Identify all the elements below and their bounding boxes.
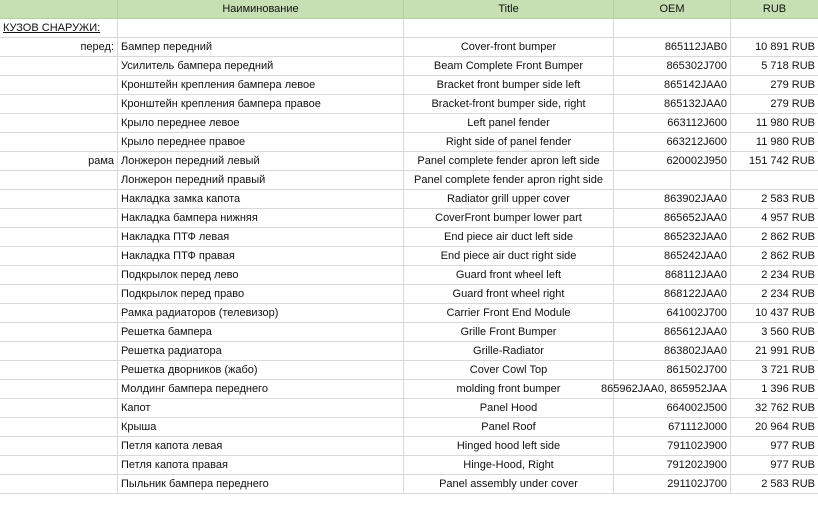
table-row xyxy=(0,171,818,190)
oem-cell[interactable]: 641002J700 xyxy=(614,304,731,323)
rub-cell[interactable]: 2 234 RUB xyxy=(731,285,818,304)
section-row xyxy=(0,19,818,38)
group-cell[interactable] xyxy=(0,228,118,247)
table-row xyxy=(0,114,818,133)
name-ru-cell[interactable]: Накладка ПТФ левая xyxy=(118,228,404,247)
group-cell[interactable] xyxy=(0,361,118,380)
name-ru-cell[interactable]: Молдинг бампера переднего xyxy=(118,380,404,399)
table-row xyxy=(0,247,818,266)
name-ru-cell[interactable]: Рамка радиаторов (телевизор) xyxy=(118,304,404,323)
group-cell[interactable]: перед: xyxy=(0,38,118,57)
table-row xyxy=(0,190,818,209)
title-cell[interactable]: Right side of panel fender xyxy=(404,133,614,152)
rub-cell[interactable]: 21 991 RUB xyxy=(731,342,818,361)
rub-cell[interactable]: 10 437 RUB xyxy=(731,304,818,323)
group-cell[interactable] xyxy=(0,456,118,475)
oem-cell[interactable]: 663212J600 xyxy=(614,133,731,152)
name-ru-cell[interactable]: Решетка радиатора xyxy=(118,342,404,361)
title-cell[interactable]: Panel assembly under cover xyxy=(404,475,614,494)
title-cell[interactable]: Panel complete fender apron right side xyxy=(404,171,614,190)
header-cell-rub[interactable]: RUB xyxy=(731,0,818,19)
oem-cell[interactable]: 865242JAA0 xyxy=(614,247,731,266)
name-ru-cell[interactable]: Бампер передний xyxy=(118,38,404,57)
rub-cell[interactable]: 279 RUB xyxy=(731,95,818,114)
oem-cell[interactable]: 861502J700 xyxy=(614,361,731,380)
name-ru-cell[interactable]: Крыло переднее левое xyxy=(118,114,404,133)
rub-cell[interactable]: 3 560 RUB xyxy=(731,323,818,342)
title-cell[interactable]: CoverFront bumper lower part xyxy=(404,209,614,228)
table-row xyxy=(0,228,818,247)
rub-cell[interactable]: 2 862 RUB xyxy=(731,247,818,266)
table-row xyxy=(0,57,818,76)
table-row xyxy=(0,380,818,399)
group-cell[interactable] xyxy=(0,190,118,209)
name-ru-cell[interactable]: Подкрылок перед право xyxy=(118,285,404,304)
oem-cell[interactable]: 865232JAA0 xyxy=(614,228,731,247)
title-cell[interactable]: Radiator grill upper cover xyxy=(404,190,614,209)
name-ru-cell[interactable]: Накладка замка капота xyxy=(118,190,404,209)
name-ru-cell[interactable]: Крыша xyxy=(118,418,404,437)
group-cell[interactable] xyxy=(0,266,118,285)
rub-cell[interactable] xyxy=(731,171,818,190)
table-row xyxy=(0,456,818,475)
name-ru-cell[interactable]: Лонжерон передний правый xyxy=(118,171,404,190)
table-row xyxy=(0,266,818,285)
oem-cell[interactable]: 865132JAA0 xyxy=(614,95,731,114)
title-cell[interactable]: Cover-front bumper xyxy=(404,38,614,57)
name-ru-cell[interactable]: Крыло переднее правое xyxy=(118,133,404,152)
group-cell[interactable] xyxy=(0,342,118,361)
group-cell[interactable] xyxy=(0,95,118,114)
oem-cell[interactable]: 865302J700 xyxy=(614,57,731,76)
header-cell-title[interactable]: Title xyxy=(404,0,614,19)
name-ru-cell[interactable]: Усилитель бампера передний xyxy=(118,57,404,76)
name-ru-cell[interactable]: Кронштейн крепления бампера левое xyxy=(118,76,404,95)
group-cell[interactable] xyxy=(0,76,118,95)
rub-cell[interactable]: 3 721 RUB xyxy=(731,361,818,380)
title-cell[interactable]: Left panel fender xyxy=(404,114,614,133)
table-row xyxy=(0,285,818,304)
rub-cell[interactable]: 32 762 RUB xyxy=(731,399,818,418)
title-cell[interactable]: Cover Cowl Top xyxy=(404,361,614,380)
oem-cell[interactable]: 664002J500 xyxy=(614,399,731,418)
name-ru-cell[interactable]: Накладка бампера нижняя xyxy=(118,209,404,228)
rub-cell[interactable]: 2 583 RUB xyxy=(731,475,818,494)
rub-cell[interactable]: 977 RUB xyxy=(731,456,818,475)
group-cell[interactable] xyxy=(0,133,118,152)
name-ru-cell[interactable]: Капот xyxy=(118,399,404,418)
group-cell[interactable] xyxy=(0,171,118,190)
header-cell-oem[interactable]: OEM xyxy=(614,0,731,19)
name-ru-cell[interactable]: Решетка дворников (жабо) xyxy=(118,361,404,380)
group-cell[interactable] xyxy=(0,399,118,418)
oem-cell[interactable]: 868122JAA0 xyxy=(614,285,731,304)
name-ru-cell[interactable]: Кронштейн крепления бампера правое xyxy=(118,95,404,114)
title-cell[interactable]: Guard front wheel right xyxy=(404,285,614,304)
section-title-cell[interactable]: КУЗОВ СНАРУЖИ: xyxy=(0,19,118,38)
title-cell[interactable]: Grille-Radiator xyxy=(404,342,614,361)
rub-cell[interactable]: 151 742 RUB xyxy=(731,152,818,171)
name-ru-cell[interactable]: Лонжерон передний левый xyxy=(118,152,404,171)
table-row xyxy=(0,304,818,323)
oem-cell[interactable]: 791202J900 xyxy=(614,456,731,475)
header-cell-group[interactable] xyxy=(0,0,118,19)
rub-cell[interactable]: 20 964 RUB xyxy=(731,418,818,437)
table-row xyxy=(0,323,818,342)
rub-cell[interactable]: 1 396 RUB xyxy=(731,380,818,399)
rub-cell[interactable]: 2 862 RUB xyxy=(731,228,818,247)
title-cell[interactable]: Guard front wheel left xyxy=(404,266,614,285)
group-cell[interactable] xyxy=(0,57,118,76)
name-ru-cell[interactable]: Подкрылок перед лево xyxy=(118,266,404,285)
table-row xyxy=(0,418,818,437)
title-cell[interactable]: molding front bumper xyxy=(404,380,614,399)
rub-cell[interactable]: 2 234 RUB xyxy=(731,266,818,285)
title-cell[interactable]: Panel Roof xyxy=(404,418,614,437)
group-cell[interactable] xyxy=(0,323,118,342)
rub-cell[interactable]: 977 RUB xyxy=(731,437,818,456)
title-cell[interactable]: Panel Hood xyxy=(404,399,614,418)
oem-cell[interactable]: 791102J900 xyxy=(614,437,731,456)
table-row xyxy=(0,342,818,361)
name-ru-cell[interactable]: Петля капота правая xyxy=(118,456,404,475)
group-cell[interactable] xyxy=(0,380,118,399)
group-cell[interactable] xyxy=(0,114,118,133)
oem-cell[interactable]: 620002J950 xyxy=(614,152,731,171)
name-ru-cell[interactable]: Решетка бампера xyxy=(118,323,404,342)
oem-cell[interactable] xyxy=(601,380,731,399)
table-row xyxy=(0,475,818,494)
rub-cell[interactable]: 11 980 RUB xyxy=(731,133,818,152)
oem-cell[interactable]: 868112JAA0 xyxy=(614,266,731,285)
title-cell[interactable]: Grille Front Bumper xyxy=(404,323,614,342)
group-cell[interactable] xyxy=(0,418,118,437)
oem-cell[interactable]: 663112J600 xyxy=(614,114,731,133)
name-ru-cell[interactable]: Накладка ПТФ правая xyxy=(118,247,404,266)
oem-cell[interactable]: 863902JAA0 xyxy=(614,190,731,209)
table-row xyxy=(0,437,818,456)
oem-cell[interactable]: 865112JAB0 xyxy=(614,38,731,57)
oem-cell[interactable] xyxy=(614,171,731,190)
group-cell[interactable] xyxy=(0,285,118,304)
empty-cell[interactable] xyxy=(731,19,818,38)
group-cell[interactable] xyxy=(0,304,118,323)
group-cell[interactable] xyxy=(0,437,118,456)
table-row xyxy=(0,152,818,171)
title-cell[interactable]: Beam Complete Front Bumper xyxy=(404,57,614,76)
title-cell[interactable]: Hinged hood left side xyxy=(404,437,614,456)
rub-cell[interactable]: 2 583 RUB xyxy=(731,190,818,209)
empty-cell[interactable] xyxy=(118,19,404,38)
oem-text: 865962JAA0, 865952JAA xyxy=(601,383,727,395)
header-row xyxy=(0,0,818,19)
table-row xyxy=(0,361,818,380)
rub-cell[interactable]: 10 891 RUB xyxy=(731,38,818,57)
name-ru-cell[interactable]: Пыльник бампера переднего xyxy=(118,475,404,494)
rub-cell[interactable]: 279 RUB xyxy=(731,76,818,95)
rub-cell[interactable]: 11 980 RUB xyxy=(731,114,818,133)
header-cell-name-ru[interactable]: Наиминование xyxy=(118,0,404,19)
title-cell[interactable]: End piece air duct right side xyxy=(404,247,614,266)
name-ru-cell[interactable]: Петля капота левая xyxy=(118,437,404,456)
title-cell[interactable]: Carrier Front End Module xyxy=(404,304,614,323)
empty-cell[interactable] xyxy=(404,19,614,38)
oem-cell[interactable]: 865652JAA0 xyxy=(614,209,731,228)
oem-cell[interactable]: 865142JAA0 xyxy=(614,76,731,95)
rub-cell[interactable]: 4 957 RUB xyxy=(731,209,818,228)
table-row xyxy=(0,38,818,57)
table-row xyxy=(0,209,818,228)
oem-cell[interactable]: 865612JAA0 xyxy=(614,323,731,342)
table-row xyxy=(0,133,818,152)
title-cell[interactable]: Panel complete fender apron left side xyxy=(404,152,614,171)
title-cell[interactable]: Hinge-Hood, Right xyxy=(404,456,614,475)
oem-cell[interactable]: 291102J700 xyxy=(614,475,731,494)
table-row xyxy=(0,399,818,418)
table-row xyxy=(0,95,818,114)
title-cell[interactable]: Bracket-front bumper side, right xyxy=(404,95,614,114)
empty-cell[interactable] xyxy=(614,19,731,38)
group-cell[interactable] xyxy=(0,247,118,266)
group-cell[interactable] xyxy=(0,209,118,228)
rub-cell[interactable]: 5 718 RUB xyxy=(731,57,818,76)
oem-cell[interactable]: 863802JAA0 xyxy=(614,342,731,361)
oem-cell[interactable]: 671112J000 xyxy=(614,418,731,437)
group-cell[interactable]: рама xyxy=(0,152,118,171)
title-cell[interactable]: End piece air duct left side xyxy=(404,228,614,247)
table-row xyxy=(0,76,818,95)
group-cell[interactable] xyxy=(0,475,118,494)
title-cell[interactable]: Bracket front bumper side left xyxy=(404,76,614,95)
